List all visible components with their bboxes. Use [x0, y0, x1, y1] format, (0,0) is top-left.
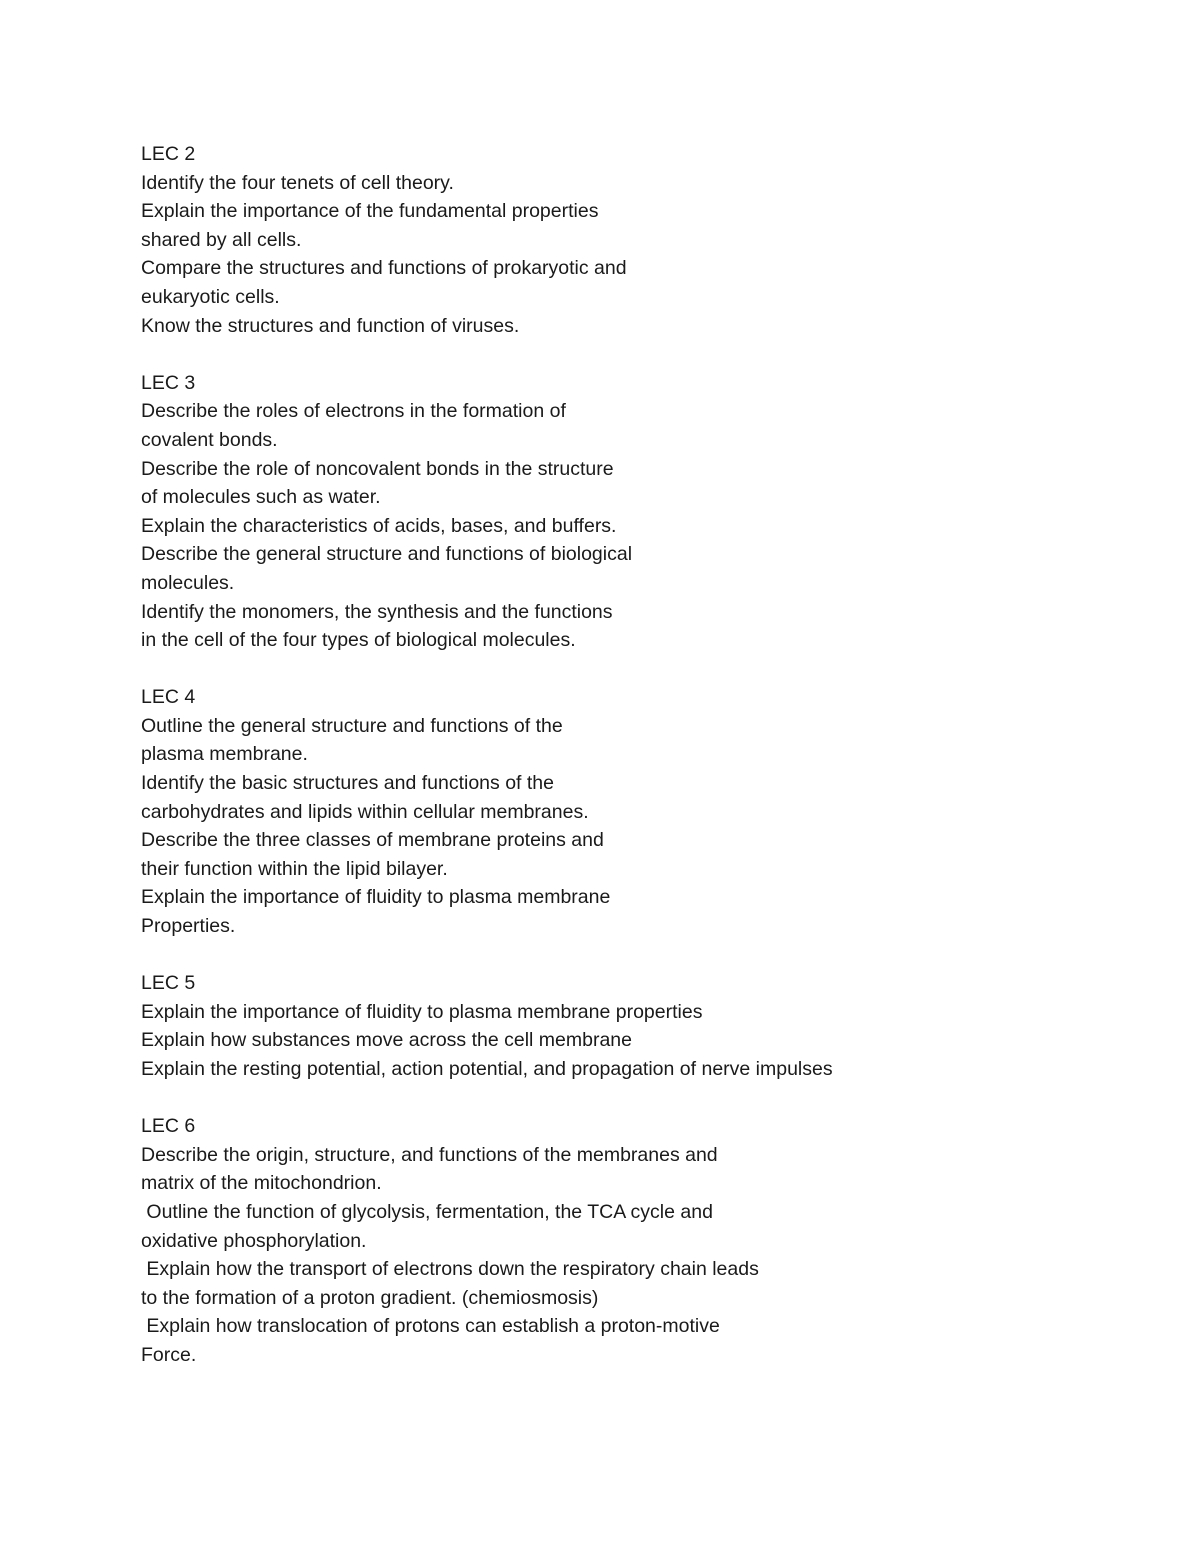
section-lec-5	[141, 969, 1141, 1083]
text-line: Outline the function of glycolysis, fermentation, the TCA cycle and	[141, 1200, 713, 1223]
text-line: Describe the roles of electrons in the formation of	[141, 400, 566, 423]
text-line: Know the structures and function of viruses.	[141, 314, 520, 337]
document-body	[141, 140, 1141, 1398]
text-line: Describe the origin, structure, and functions of the membranes and	[141, 1143, 718, 1166]
text-line: Describe the general structure and functions of biological	[141, 543, 633, 566]
text-line: covalent bonds.	[141, 428, 278, 451]
text-line: Identify the basic structures and functions of the	[141, 772, 554, 795]
text-line: Explain the importance of the fundamental properties	[141, 200, 599, 223]
section-heading: LEC 4	[141, 686, 196, 709]
text-line: Explain how the transport of electrons down the respiratory chain leads	[141, 1258, 759, 1281]
text-line: their function within the lipid bilayer.	[141, 857, 448, 880]
section-lec-3	[141, 369, 1141, 655]
section-heading: LEC 5	[141, 972, 196, 995]
section-heading: LEC 3	[141, 371, 196, 394]
text-line: Explain the importance of fluidity to plasma membrane	[141, 886, 611, 909]
section-lec-2	[141, 140, 1141, 340]
section-heading: LEC 6	[141, 1115, 196, 1138]
text-line: Outline the general structure and functions of the	[141, 714, 563, 737]
text-line: eukaryotic cells.	[141, 285, 280, 308]
text-line: Explain the importance of fluidity to plasma membrane properties	[141, 1000, 703, 1023]
text-line: Compare the structures and functions of prokaryotic and	[141, 257, 627, 280]
text-line: Describe the role of noncovalent bonds in the structure	[141, 457, 614, 480]
text-line: plasma membrane.	[141, 743, 308, 766]
text-line: carbohydrates and lipids within cellular membranes.	[141, 800, 589, 823]
text-line: of molecules such as water.	[141, 486, 381, 509]
text-line: Force.	[141, 1343, 197, 1366]
text-line: Identify the monomers, the synthesis and the functions	[141, 600, 613, 623]
text-line: shared by all cells.	[141, 228, 302, 251]
text-line: Describe the three classes of membrane proteins and	[141, 829, 604, 852]
text-line: molecules.	[141, 571, 235, 594]
section-heading: LEC 2	[141, 143, 196, 165]
text-line: Identify the four tenets of cell theory.	[141, 171, 454, 194]
text-line: Explain how translocation of protons can establish a proton-motive	[141, 1315, 720, 1338]
section-lec-6	[141, 1112, 1141, 1369]
text-line: Explain the characteristics of acids, bases, and buffers.	[141, 514, 617, 537]
text-line: matrix of the mitochondrion.	[141, 1172, 382, 1195]
text-line: Explain the resting potential, action potential, and propagation of nerve impulses	[141, 1058, 833, 1080]
text-line: Explain how substances move across the cell membrane	[141, 1029, 632, 1052]
text-line: in the cell of the four types of biological molecules.	[141, 629, 576, 652]
text-line: Properties.	[141, 915, 236, 938]
text-line: to the formation of a proton gradient. (chemiosmosis)	[141, 1286, 599, 1309]
section-lec-4	[141, 683, 1141, 940]
text-line: oxidative phosphorylation.	[141, 1229, 367, 1252]
